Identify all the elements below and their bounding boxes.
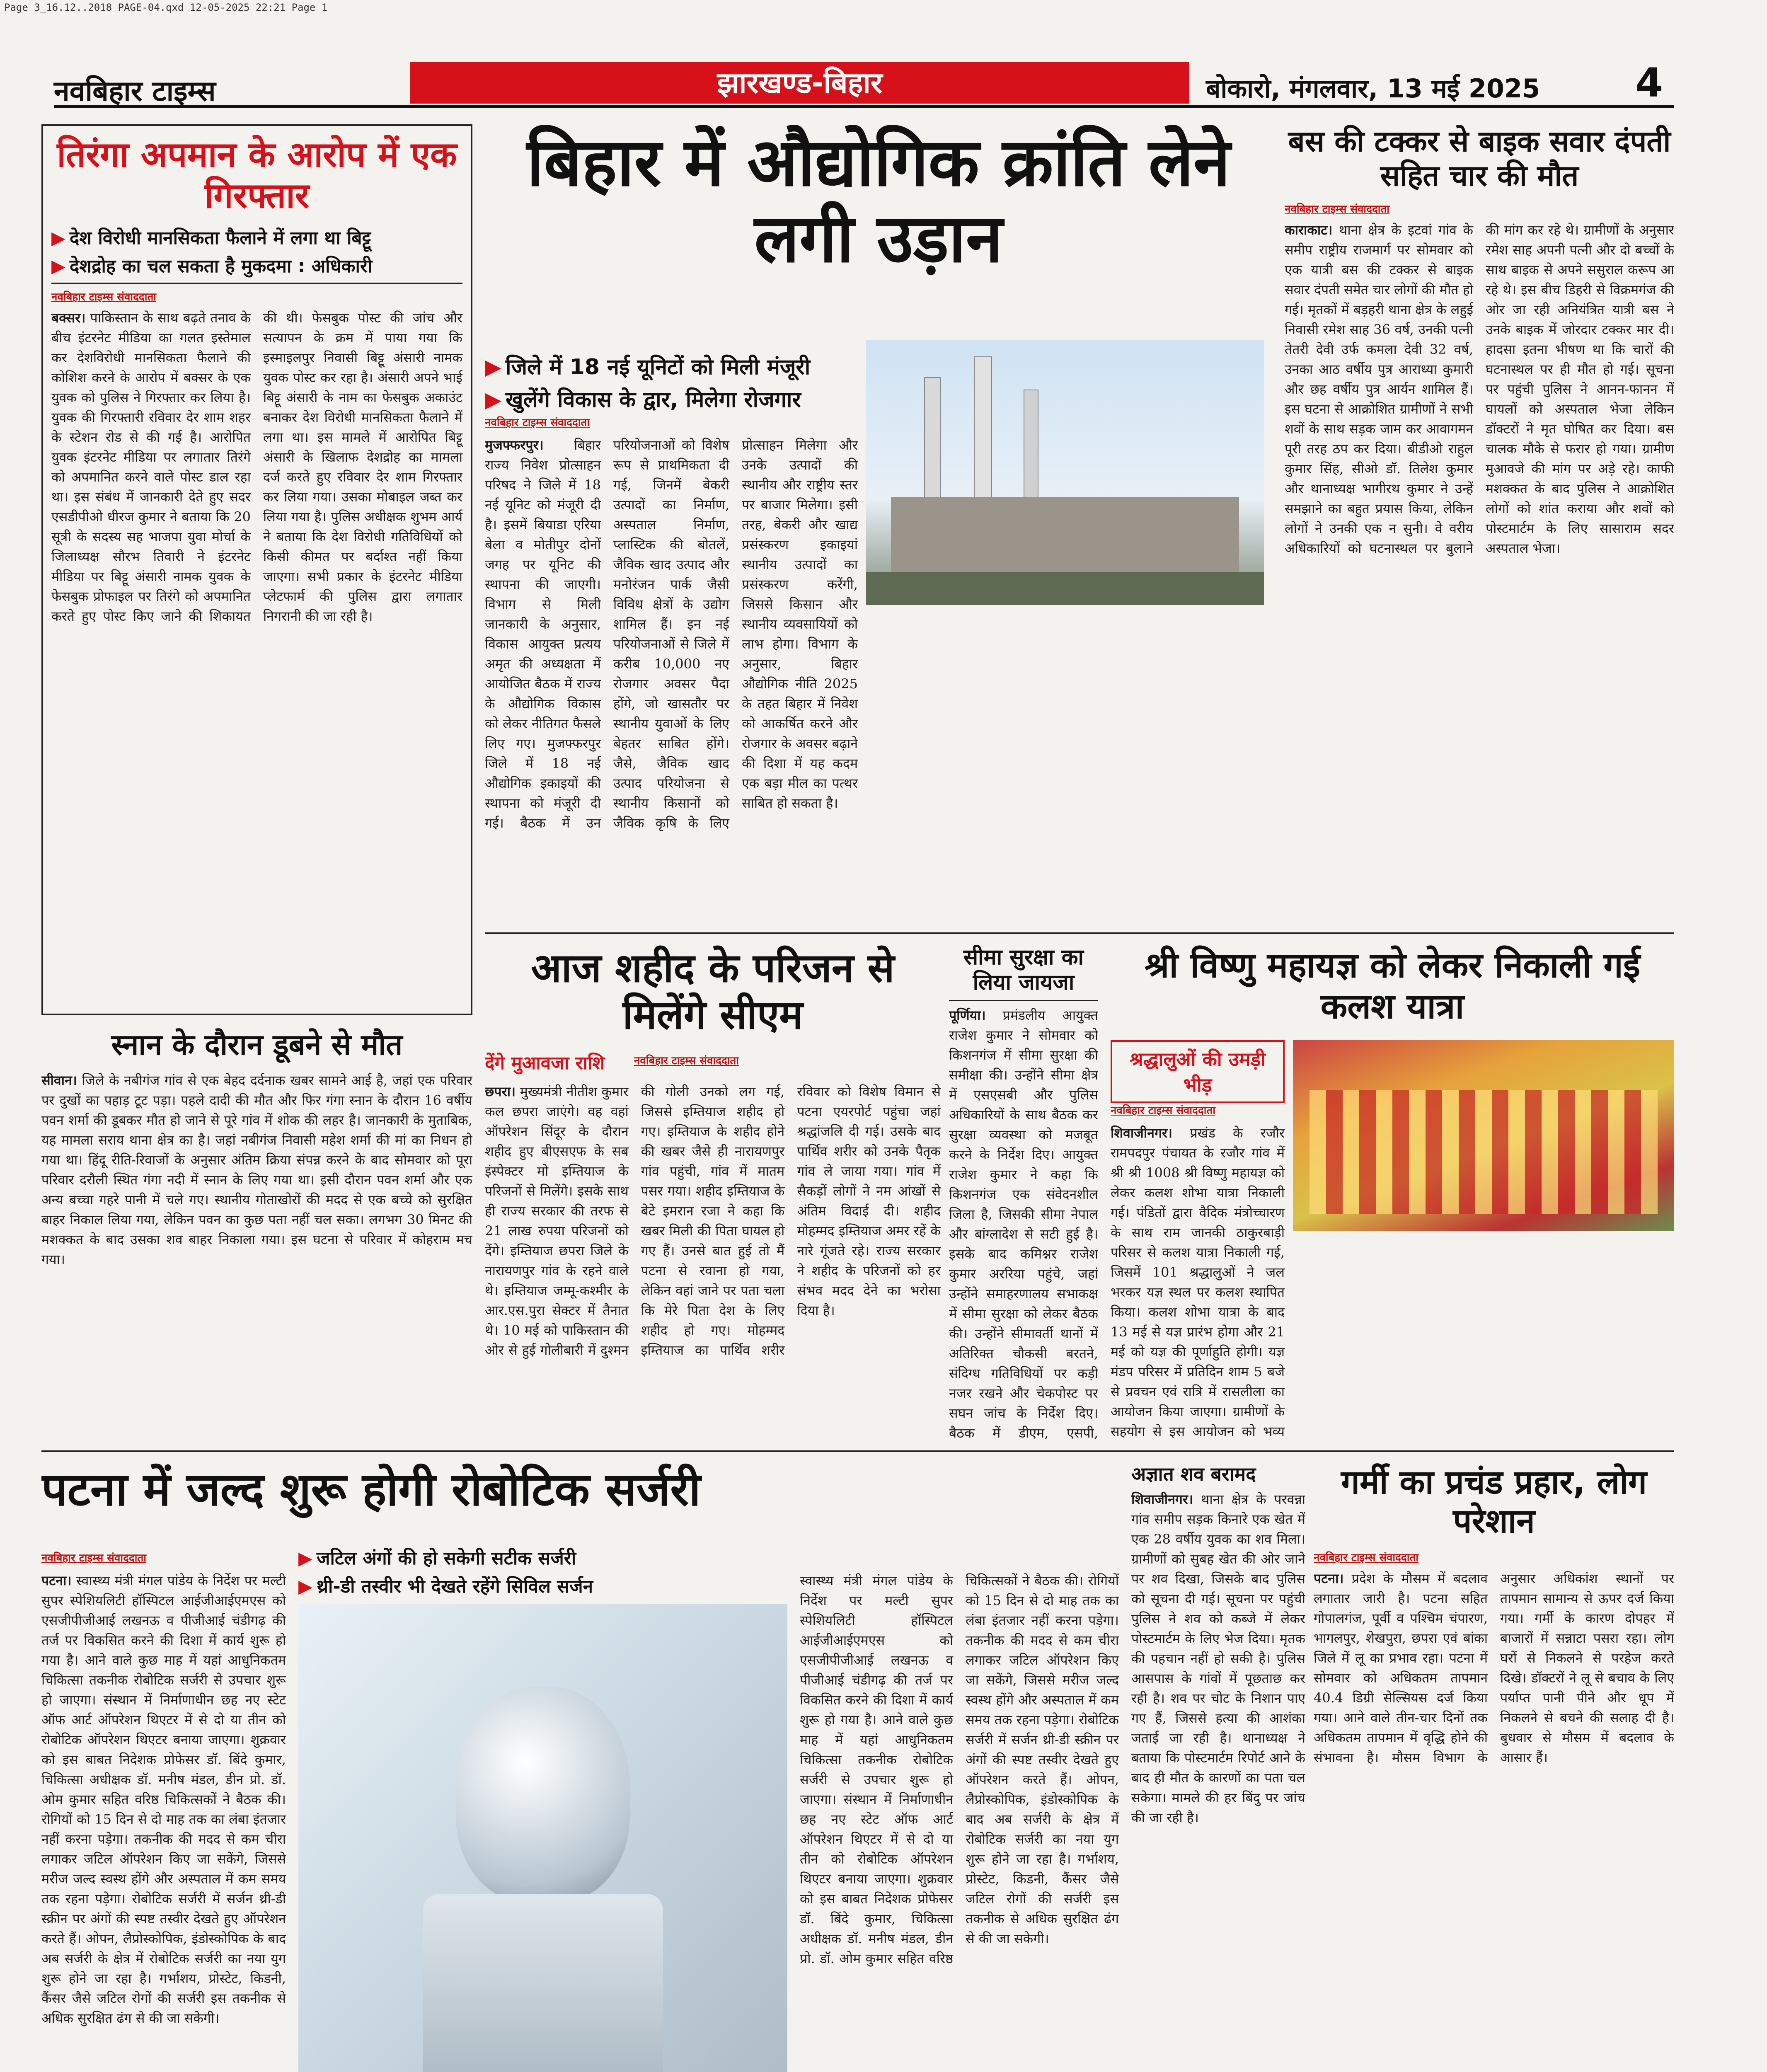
story-robotic [41,1463,1119,2072]
story-heat-byline: नवबिहार टाइम्स संवाददाता [1314,1551,1419,1564]
ground [866,572,1264,605]
triangle-icon: ▶ [51,256,65,277]
story-unknown-headline: अज्ञात शव बरामद [1131,1463,1256,1485]
industry-photo [866,340,1264,605]
story-industry-bullet-2: ▶ खुलेंगे विकास के द्वार, मिलेगा रोजगार [485,387,801,412]
story-seema-headline: सीमा सुरक्षा का लिया जायजा [949,945,1098,1001]
robot-head [456,1687,630,1902]
story-vishnu [1111,945,1674,1442]
story-shaheed-headline: आज शहीद के परिजन से मिलेंगे सीएम [531,945,895,1038]
triangle-icon: ▶ [485,355,501,380]
divider [485,932,1674,934]
story-tiranga [41,124,472,1015]
story-tiranga-bullet-1: ▶ देश विरोधी मानसिकता फैलाने में लगा था बिट्टू [51,228,371,249]
story-vishnu-byline: नवबिहार टाइम्स संवाददाता [1111,1104,1216,1117]
dateline: बोकारो, मंगलवार, 13 मई 2025 [1206,73,1540,104]
story-seema-body: पूर्णिया। प्रमंडलीय आयुक्त राजेश कुमार ने सोमवार को किशनगंज में सीमा सुरक्षा की समीक्षा की। उन्होंने सीमा क्षेत्र में एसएसबी और पुलिस अधिकारियों के साथ बैठक कर सुरक्षा व्यवस्था को मजबूत करने के निर्देश दिए। आयुक्त राजेश कुमार ने कहा कि किशनगंज एक संवेदनशील जिला है, जिसकी सीमा नेपाल और बांग्लादेश से सटी हुई है। इसके बाद कमिश्नर राजेश कुमार अररिया पहुंचे, जहां उन्होंने समाहरणालय सभाकक्ष में सीमा सुरक्षा को लेकर बैठक की। उन्होंने सीमावर्ती थानों में अतिरिक्त चौकसी बरतने, संदिग्ध गतिविधियों पर कड़ी नजर रखने और चेकपोस्ट पर सघन जांच के निर्देश दिए। बैठक में डीएम, एसपी, [949,1007,1098,1441]
triangle-icon: ▶ [298,1576,312,1597]
story-bike-accident [1285,124,1674,924]
procession-crowd [1310,1090,1658,1214]
story-robotic-bullet-2: ▶ थ्री-डी तस्वीर भी देखते रहेंगे सिविल सर्जन [298,1576,593,1597]
kalash-yatra-photo [1293,1040,1674,1231]
story-tiranga-bullet-2: ▶ देशद्रोह का चल सकता है मुकदमा : अधिकारी [51,256,373,277]
story-vishnu-headline: श्री विष्णु महायज्ञ को लेकर निकाली गई कलश यात्रा [1144,945,1641,1027]
masthead [54,62,1674,108]
story-heat-headline: गर्मी का प्रचंड प्रहार, लोग परेशान [1341,1463,1647,1541]
story-industry-headline: बिहार में औद्योगिक क्रांति लेने लगी उड़ान [527,124,1230,277]
divider [41,1450,1674,1452]
story-shaheed-byline: नवबिहार टाइम्स संवाददाता [634,1055,739,1067]
story-vishnu-subhead: श्रद्धालुओं की उमड़ी भीड़ [1111,1040,1285,1103]
section-title: झारखण्ड-बिहार [410,62,1189,104]
story-accident-body: काराकाट। थाना क्षेत्र के इटवां गांव के समीप राष्ट्रीय राजमार्ग पर सोमवार को एक यात्री बस की टक्कर से बाइक सवार दंपती समेत चार लोगों की मौत हो गई। मृतकों में बड़हरी थाना क्षेत्र के लहुई निवासी रमेश साह 36 वर्ष, उनकी पत्नी तेतरी देवी उर्फ कमला देवी 32 वर्ष, उनका आठ वर्षीय पुत्र आराध्या कुमारी और छह वर्षीय पुत्र आर्यन शामिल हैं। इस घटना से आक्रोशित ग्रामीणों ने सभी शवों के साथ सड़क जाम कर आवागमन पूरी तरह ठप कर दिया। बीडीओ राहुल कुमार सिंह, सीओ डॉ. तिलेश कुमार और थानाध्यक्ष भागीरथ कुमार ने उन्हें समझाने का बहुत प्रयास किया, लेकिन लोगों ने उनकी एक न सुनी। वे वरीय अधिकारियों को घटनास्थल पर बुलाने की मांग कर रहे थे। ग्रामीणों के अनुसार रमेश साह अपनी पत्नी और दो बच्चों के साथ बाइक से अपने ससुराल करूप आ रहे थे। इस बीच डिहरी से विक्रमगंज की ओर जा रही अनियंत्रित यात्री बस ने उनके बाइक में जोरदार टक्कर मार दी। हादसा इतना भीषण था कि चारों की घटनास्थल पर ही मौत हो गई। सूचना पर पहुंची पुलिस ने आनन-फानन में घायलों को अस्पताल भेजा लेकिन डॉक्टरों ने मृत घोषित कर दिया। बस चालक मौके से फरार हो गया। ग्रामीण मुआवजे की मांग पर अड़े रहे। काफी मशक्कत के बाद पुलिस ने आक्रोशित लोगों को शांत कराया और शवों को पोस्टमार्टम के लिए सासाराम सदर अस्पताल भेजा। [1285,222,1674,557]
story-heat-body: पटना। प्रदेश के मौसम में बदलाव लगातार जारी है। पटना सहित गोपालगंज, पूर्वी व पश्चिम चंपारण, भागलपुर, शेखपुरा, छपरा एवं बांका जिले में लू का प्रभाव रहा। पटना में सोमवार को अधिकतम तापमान 40.4 डिग्री सेल्सियस दर्ज किया गया। आने वाले तीन-चार दिनों तक अधिकतम तापमान में वृद्धि होने की संभावना है। मौसम विभाग के अनुसार अधिकांश स्थानों पर तापमान सामान्य से ऊपर दर्ज किया गया। गर्मी के कारण दोपहर में बाजारों में सन्नाटा पसरा रहा। लोग घरों से निकलने से परहेज करते दिखे। डॉक्टरों ने लू से बचाव के लिए पर्याप्त पानी पीने और धूप में निकलने से बचने की सलाह दी है। बुधवार से मौसम में बदलाव के आसार हैं। [1314,1570,1674,1765]
story-drown [41,1028,472,1442]
story-accident-headline: बस की टक्कर से बाइक सवार दंपती सहित चार की मौत [1288,124,1671,193]
story-robotic-body-2: स्वास्थ्य मंत्री मंगल पांडेय के निर्देश पर मल्टी सुपर स्पेशियलिटी हॉस्पिटल आईजीआईएमएस को एसजीपीजीआई लखनऊ व पीजीआई चंडीगढ़ की तर्ज पर विकसित करने की दिशा में कार्य शुरू हो गया है। आने वाले कुछ माह में यहां आधुनिकतम चिकित्सा तकनीक रोबोटिक सर्जरी से उपचार शुरू हो जाएगा। संस्थान में निर्माणाधीन छह नए स्टेट ऑफ आर्ट ऑपरेशन थिएटर में से दो या तीन को रोबोटिक ऑपरेशन थिएटर बनाया जाएगा। शुक्रवार को इस बाबत निदेशक प्रोफेसर डॉ. बिंदे कुमार, चिकित्सा अधीक्षक डॉ. मनीष मंडल, डीन प्रो. डॉ. ओम कुमार सहित वरिष्ठ चिकित्सकों ने बैठक की। रोगियों को 15 दिन से दो माह तक का लंबा इंतजार नहीं करना पड़ेगा। तकनीक की मदद से कम चीरा लगाकर जटिल ऑपरेशन किए जा सकेंगे, जिससे मरीज जल्द स्वस्थ होंगे और अस्पताल में कम समय तक रहना पड़ेगा। रोबोटिक सर्जरी में सर्जन थ्री-डी स्क्रीन पर अंगों की स्पष्ट तस्वीर देखते हुए ऑपरेशन करते हैं। ओपन, लैप्रोस्कोपिक, इंडोस्कोपिक के बाद अब सर्जरी के क्षेत्र में रोबोटिक सर्जरी का नया युग शुरू होने जा रहा है। गर्भाशय, प्रोस्टेट, किडनी, कैंसर जैसे जटिल रोगों की सर्जरी इस तकनीक से अधिक सुरक्षित ढंग से की जा सकेगी। [800,1573,1119,1966]
factory-building [891,497,1239,572]
story-seema [949,945,1098,1442]
story-robotic-headline: पटना में जल्द शुरू होगी रोबोटिक सर्जरी [41,1463,701,1516]
page-number: 4 [1635,60,1663,106]
newspaper-name: नवबिहार टाइम्स [54,75,216,108]
story-drown-body: सीवान। जिले के नबीगंज गांव से एक बेहद दर्दनाक खबर सामने आई है, जहां एक परिवार पर दुखों का पहाड़ टूट पड़ा। पहले दादी की मौत और फिर गंगा स्नान के दौरान 16 वर्षीय पवन शर्मा की डूबकर मौत हो जाने से पूरे गांव में शोक की लहर है। जानकारी के मुताबिक, यह मामला सराय थाना क्षेत्र का है। जहां नबीगंज निवासी महेश शर्मा की मां का निधन हो गया था। हिंदू रीति-रिवाजों के अनुसार अंतिम क्रिया संपन्न करने के बाद सोमवार को पूरा परिवार दरौली स्थित गंगा नदी में स्नान के लिए गया था। इसी दौरान पवन शर्मा और एक अन्य बच्चा गहरे पानी में चले गए। स्थानीय गोताखोरों की मदद से एक बच्चे को सुरक्षित बाहर निकाल लिया गया, लेकिन पवन का कुछ पता नहीं चल सका। लगभग 30 मिनट की मशक्कत के बाद उसका शव बाहर निकाला गया। इस घटना से परिवार में कोहराम मच गया। [41,1072,472,1267]
triangle-icon: ▶ [298,1548,312,1569]
story-bihar-industry [485,124,1272,924]
story-vishnu-body-1: शिवाजीनगर। प्रखंड के रजौर रामपदपुर पंचायत के रजौर गांव में श्री श्री 1008 श्री विष्णु महायज्ञ को लेकर कलश शोभा यात्रा निकाली गई। पंडितों द्वारा वैदिक मंत्रोच्चारण के साथ राम जानकी ठाकुरबाड़ी परिसर से कलश यात्रा निकाली गई, जिसमें 101 श्रद्धालुओं ने जल भरकर यज्ञ स्थल पर कलश स्थापित किया। कलश शोभा यात्रा के बाद 13 मई से यज्ञ प्रारंभ होगा और 21 मई को यज्ञ की पूर्णाहुति होगी। यज्ञ मंडप परिसर में प्रतिदिन शाम 5 बजे से प्रवचन एवं रात्रि में रासलीला का आयोजन किया जाएगा। ग्रामीणों के सहयोग से इस आयोजन को भव्य [1111,1125,1285,1439]
story-unknown-body [1131,1463,1305,2072]
story-tiranga-headline: तिरंगा अपमान के आरोप में एक गिरफ्तार [57,134,457,216]
story-robotic-body-1: पटना। स्वास्थ्य मंत्री मंगल पांडेय के निर्देश पर मल्टी सुपर स्पेशियलिटी हॉस्पिटल आईजीआईएमएस को एसजीपीजीआई लखनऊ व पीजीआई चंडीगढ़ की तर्ज पर विकसित करने की दिशा में कार्य शुरू हो गया है। आने वाले कुछ माह में यहां आधुनिकतम चिकित्सा तकनीक रोबोटिक सर्जरी से उपचार शुरू हो जाएगा। संस्थान में निर्माणाधीन छह नए स्टेट ऑफ आर्ट ऑपरेशन थिएटर में से दो या तीन को रोबोटिक ऑपरेशन थिएटर बनाया जाएगा। शुक्रवार को इस बाबत निदेशक प्रोफेसर डॉ. बिंदे कुमार, चिकित्सा अधीक्षक डॉ. मनीष मंडल, डीन प्रो. डॉ. ओम कुमार सहित वरिष्ठ चिकित्सकों ने बैठक की। रोगियों को 15 दिन से दो माह तक का लंबा इंतजार नहीं करना पड़ेगा। तकनीक की मदद से कम चीरा लगाकर जटिल ऑपरेशन किए जा सकेंगे, जिससे मरीज जल्द स्वस्थ होंगे और अस्पताल में कम समय तक रहना पड़ेगा। रोबोटिक सर्जरी में सर्जन थ्री-डी स्क्रीन पर अंगों की स्पष्ट तस्वीर देखते हुए ऑपरेशन करते हैं। ओपन, लैप्रोस्कोपिक, इंडोस्कोपिक के बाद अब सर्जरी के क्षेत्र में रोबोटिक सर्जरी का नया युग शुरू होने जा रहा है। गर्भाशय, प्रोस्टेट, किडनी, कैंसर जैसे जटिल रोगों की सर्जरी इस तकनीक से अधिक सुरक्षित ढंग से की जा सकेगी। [41,1573,286,2026]
story-drown-headline: स्नान के दौरान डूबने से मौत [111,1028,403,1062]
story-robotic-byline: नवबिहार टाइम्स संवाददाता [41,1552,147,1564]
story-shaheed [485,945,941,1442]
story-heat [1314,1463,1674,2072]
story-tiranga-byline: नवबिहार टाइम्स संवाददाता [51,291,157,304]
robot-body [423,1894,663,2072]
story-unknown-body-text: शिवाजीनगर। थाना क्षेत्र के परवन्ना गांव समीप सड़क किनारे एक खेत में एक 28 वर्षीय युवक का शव मिला। ग्रामीणों को सुबह खेत की ओर जाने पर शव दिखा, जिसके बाद पुलिस को सूचना दी गई। सूचना पर पहुंची पुलिस ने शव को कब्जे में लेकर पोस्टमार्टम के लिए भेज दिया। मृतक की पहचान नहीं हो सकी है। पुलिस आसपास के गांवों में पूछताछ कर रही है। शव पर चोट के निशान पाए गए हैं, जिससे हत्या की आशंका जताई जा रही है। थानाध्यक्ष ने बताया कि पोस्टमार्टम रिपोर्ट आने के बाद ही मौत के कारणों का पता चल सकेगा। मामले की हर बिंदु पर जांच की जा रही है। [1131,1491,1305,1826]
story-tiranga-body: बक्सर। पाकिस्तान के साथ बढ़ते तनाव के बीच इंटरनेट मीडिया का गलत इस्तेमाल कर देशविरोधी मानसिकता फैलाने की कोशिश करने के आरोप में बक्सर के एक युवक को पुलिस ने गिरफ्तार कर लिया है। युवक की गिरफ्तारी रविवार देर शाम शहर के स्टेशन रोड से की गई है। आरोपित युवक इंटरनेट मीडिया पर लगातार तिरंगे को अपमानित करने वाले पोस्ट डाल रहा था। इस संबंध में जानकारी देते हुए सदर एसडीपीओ धीरज कुमार ने बताया कि 20 सूत्री के सदस्य सह भाजपा युवा मोर्चा के जिलाध्यक्ष सौरभ तिवारी ने इंटरनेट मीडिया पर बिट्टू अंसारी नामक युवक के फेसबुक प्रोफाइल पर तिरंगे को अपमानित करते हुए पोस्ट किए जाने की शिकायत की थी। फेसबुक पोस्ट की जांच और सत्यापन के क्रम में पाया गया कि इस्माइलपुर निवासी बिट्टू अंसारी नामक युवक पोस्ट कर रहा है। अंसारी अपने भाई बिट्टू अंसारी के नाम का फेसबुक अकाउंट बनाकर देश विरोधी मानसिकता फैलाने में लगा था। इस मामले में आरोपित बिट्टू अंसारी के खिलाफ देशद्रोह का मामला दर्ज करते हुए रविवार देर शाम गिरफ्तार कर लिया गया। उसका मोबाइल जब्त कर लिया गया है। पुलिस अधीक्षक शुभम आर्य ने बताया कि देश विरोधी गतिविधियों को किसी कीमत पर बर्दाश्त नहीं किया जाएगा। सभी प्रकार के इंटरनेट मीडिया प्लेटफार्म की पुलिस द्वारा लगातार निगरानी की जा रही है। [51,310,462,625]
story-shaheed-body: छपरा। मुख्यमंत्री नीतीश कुमार कल छपरा जाएंगे। वह वहां ऑपरेशन सिंदूर के दौरान शहीद हुए बीएसएफ के सब इंस्पेक्टर मो इम्तियाज के परिजनों से मिलेंगे। इसके साथ ही राज्य सरकार की तरफ से 21 लाख रुपया परिजनों को देंगे। इम्तियाज छपरा जिले के नारायणपुर गांव के रहने वाले थे। इम्तियाज जम्मू-कश्मीर के आर.एस.पुरा सेक्टर में तैनात थे। 10 मई को पाकिस्तान की ओर से हुई गोलीबारी में दुश्मन की गोली उनको लग गई, जिससे इम्तियाज शहीद हो गए। इम्तियाज के शहीद होने की खबर जैसे ही नारायणपुर गांव पहुंची, गांव में मातम पसर गया। शहीद इम्तियाज के बेटे इमरान रजा ने कहा कि खबर मिली की पिता घायल हो गए हैं। उनसे बात हुई तो मैं पटना से रवाना हो गया, लेकिन वहां जाने पर पता चला कि मेरे पिता देश के लिए शहीद हो गए। मोहम्मद इम्तियाज का पार्थिव शरीर रविवार को विशेष विमान से पटना एयरपोर्ट पहुंचा जहां श्रद्धांजलि दी गई। उसके बाद पार्थिव शरीर को उनके पैतृक गांव ले जाया गया। गांव में सैकड़ों लोगों ने नम आंखों से अंतिम विदाई दी। शहीद मोहम्मद इम्तियाज अमर रहें के नारे गूंजते रहे। राज्य सरकार ने शहीद के परिजनों को हर संभव मदद देने का भरोसा दिया है। [485,1084,941,1358]
story-accident-byline: नवबिहार टाइम्स संवाददाता [1285,203,1390,216]
triangle-icon: ▶ [485,387,501,412]
story-shaheed-subhead: देंगे मुआवजा राशि [485,1053,605,1074]
triangle-icon: ▶ [51,228,65,249]
story-industry-byline: नवबिहार टाइम्स संवाददाता [485,416,590,429]
story-industry-bullet-1: ▶ जिले में 18 नई यूनिटों को मिली मंजूरी [485,355,811,380]
print-slug: Page 3_16.12..2018 PAGE-04.qxd 12-05-2025 22:21 Page 1 [4,2,328,13]
divider [51,283,462,284]
story-industry-body: मुजफ्फरपुर। बिहार राज्य निवेश प्रोत्साहन परिषद ने जिले में 18 नई यूनिट को मंजूरी दी है। इसमें बियाडा एरिया बेला व मोतीपुर दोनों जगह पर यूनिट की स्थापना की जाएगी। विभाग से मिली जानकारी के अनुसार, विकास आयुक्त प्रत्यय अमृत की अध्यक्षता में आयोजित बैठक में राज्य के औद्योगिक विकास को लेकर नीतिगत फैसले लिए गए। मुजफ्फरपुर जिले में 18 नई औद्योगिक इकाइयों की स्थापना को मंजूरी दी गई। बैठक में उन परियोजनाओं को विशेष रूप से प्राथमिकता दी गई, जिनमें बेकरी उत्पादों का निर्माण, अस्पताल निर्माण, प्लास्टिक की बोतलें, जैविक खाद उत्पाद और मनोरंजन पार्क जैसी विविध क्षेत्रों के उद्योग शामिल हैं। इन नई परियोजनाओं से जिले में करीब 10,000 नए रोजगार अवसर पैदा होंगे, जो खासतौर पर स्थानीय युवाओं के लिए बेहतर साबित होंगे। जैसे, जैविक खाद उत्पाद परियोजना से स्थानीय किसानों को जैविक कृषि के लिए प्रोत्साहन मिलेगा और उनके उत्पादों की स्थानीय और राष्ट्रीय स्तर पर बाजार मिलेगा। इसी तरह, बेकरी और खाद्य प्रसंस्करण इकाइयां स्थानीय उत्पादों का प्रसंस्करण करेंगी, जिससे किसान और स्थानीय व्यवसायियों को लाभ होगा। विभाग के अनुसार, बिहार औद्योगिक नीति 2025 के तहत बिहार में निवेश को आकर्षित करने और रोजगार के अवसर बढ़ाने की दिशा में यह कदम एक बड़ा मील का पत्थर साबित हो सकता है। [485,437,858,831]
robot-surgery-photo [298,1604,787,2072]
story-robotic-bullet-1: ▶ जटिल अंगों की हो सकेगी सटीक सर्जरी [298,1548,576,1569]
